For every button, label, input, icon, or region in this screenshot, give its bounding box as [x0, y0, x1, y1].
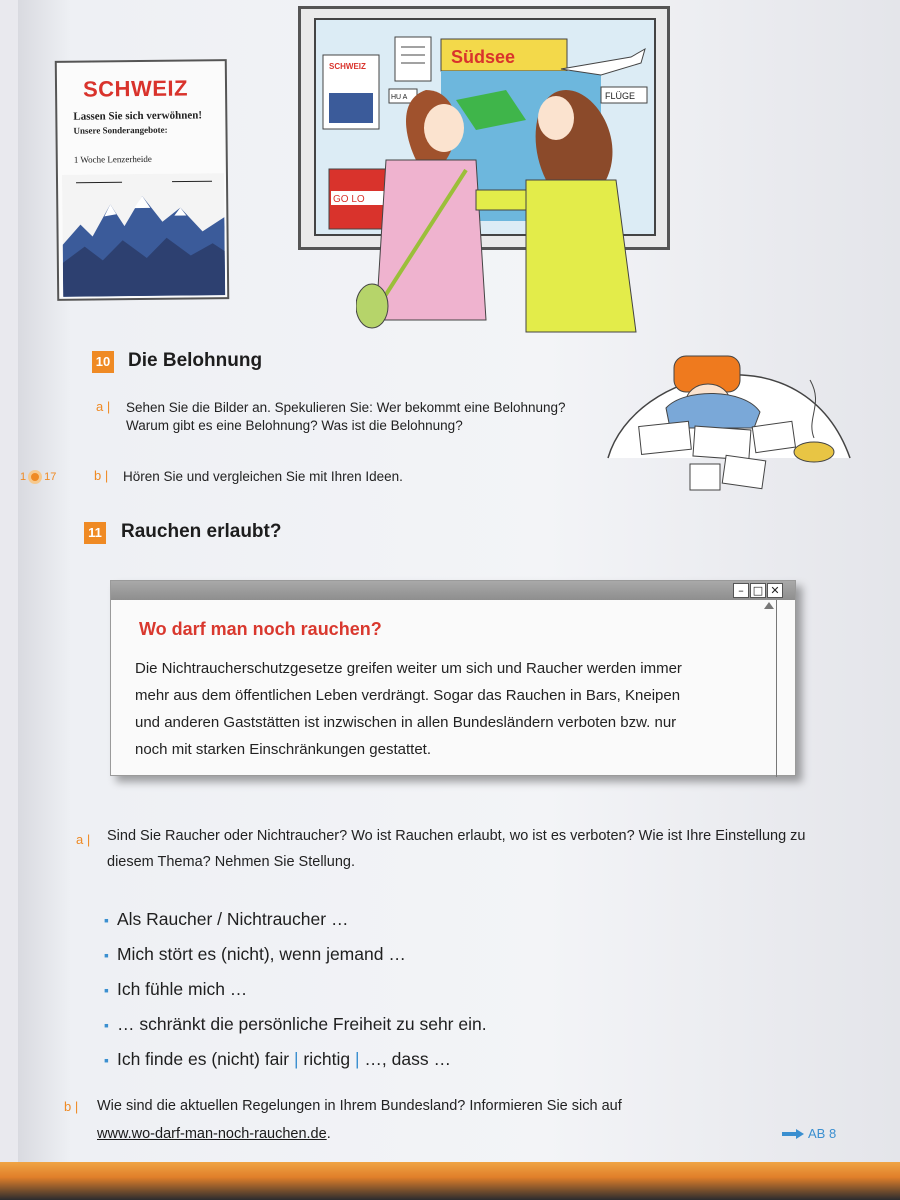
- poster-line-1: Lassen Sie sich verwöhnen!: [73, 109, 203, 123]
- section-10-number: 10: [92, 351, 114, 373]
- list-item: ▪ Als Raucher / Nichtraucher …: [104, 909, 349, 929]
- audio-track-number: 17: [44, 471, 57, 483]
- article-line-1: Die Nichtraucherschutzgesetze greifen weiter um sich und Raucher werden immer: [135, 660, 682, 677]
- poster-line-3: 1 Woche Lenzerheide: [73, 153, 152, 165]
- article-body: [135, 655, 755, 763]
- mountain-image: [62, 173, 225, 297]
- article-title: Wo darf man noch rauchen?: [139, 619, 382, 639]
- task-10a-letter: a |: [96, 399, 111, 414]
- audio-cd-number: 1: [20, 471, 27, 483]
- website-link[interactable]: www.wo-darf-man-noch-rauchen.de: [97, 1126, 327, 1142]
- svg-text:FLÜGE: FLÜGE: [605, 91, 636, 101]
- task-11a-text-1: Sind Sie Raucher oder Nichtraucher? Wo ist Rauchen erlaubt, wo ist es verboten? Wie ist Ihre Einstellung zu: [107, 828, 806, 844]
- task-10b-text: Hören Sie und vergleichen Sie mit Ihren Ideen.: [123, 469, 403, 484]
- page-bottom-edge: [0, 1162, 900, 1200]
- scrollbar[interactable]: [776, 600, 777, 777]
- section-11-number: 11: [84, 522, 106, 544]
- bullet-icon: ▪: [104, 1017, 109, 1033]
- task-10a-text-2: Warum gibt es eine Belohnung? Was ist die Belohnung?: [126, 418, 463, 433]
- section-11-title: Rauchen erlaubt?: [121, 521, 282, 542]
- task-11b-letter: b |: [64, 1099, 79, 1114]
- mini-poster-text: SCHWEIZ: [329, 62, 366, 71]
- svg-text:Südsee: Südsee: [451, 47, 516, 67]
- window-titlebar: [111, 581, 795, 600]
- svg-text:GO LO: GO LO: [333, 194, 365, 205]
- bullet-icon: ▪: [104, 912, 109, 928]
- sleeping-student-illustration: [604, 328, 854, 498]
- poster-line-2: Unsere Sonderangebote:: [73, 124, 168, 136]
- list-item: ▪ Ich fühle mich …: [104, 979, 248, 999]
- article-line-3: und anderen Gaststätten ist inzwischen in allen Bundesländern verboten bzw. nur: [135, 714, 677, 731]
- section-10-title: Die Belohnung: [128, 350, 263, 371]
- bullet-icon: ▪: [104, 947, 109, 963]
- poster-title: SCHWEIZ: [82, 75, 189, 102]
- task-11b-text: Wie sind die aktuellen Regelungen in Ihrem Bundesland? Informieren Sie sich auf: [97, 1098, 622, 1114]
- task-11a-text-2: diesem Thema? Nehmen Sie Stellung.: [107, 854, 355, 870]
- two-women-illustration: [356, 80, 656, 338]
- workbook-reference[interactable]: [782, 1126, 836, 1141]
- workbook-reference-label: AB 8: [808, 1126, 837, 1141]
- article-line-4: noch mit starken Einschränkungen gestattet.: [135, 741, 432, 758]
- schweiz-poster: [55, 59, 230, 301]
- article-window: [110, 580, 796, 776]
- scroll-up-arrow-icon[interactable]: [764, 602, 774, 609]
- bullet-icon: ▪: [104, 1052, 109, 1068]
- task-11a-letter: a |: [76, 832, 91, 847]
- list-item: ▪ Ich finde es (nicht) fair | richtig | …, dass …: [104, 1049, 451, 1069]
- svg-text:HU A: HU A: [391, 94, 408, 101]
- cd-icon: [28, 470, 42, 484]
- arrow-right-icon: [782, 1129, 804, 1139]
- task-10b-letter: b |: [94, 468, 109, 483]
- task-10a-text-1: Sehen Sie die Bilder an. Spekulieren Sie: Wer bekommt eine Belohnung?: [126, 400, 566, 415]
- list-item: ▪ Mich stört es (nicht), wenn jemand …: [104, 944, 406, 964]
- bullet-icon: ▪: [104, 982, 109, 998]
- audio-reference[interactable]: [20, 470, 56, 484]
- minimize-icon[interactable]: –: [733, 583, 749, 598]
- task-11b-link-line: www.wo-darf-man-noch-rauchen.de.: [97, 1126, 331, 1142]
- article-line-2: mehr aus dem öffentlichen Leben verdrängt. Sogar das Rauchen in Bars, Kneipen: [135, 687, 681, 704]
- window-controls: [733, 583, 783, 598]
- close-icon[interactable]: ✕: [767, 583, 783, 598]
- maximize-icon[interactable]: □: [750, 583, 766, 598]
- phrase-list: [104, 904, 487, 1079]
- list-item: ▪ … schränkt die persönliche Freiheit zu sehr ein.: [104, 1014, 487, 1034]
